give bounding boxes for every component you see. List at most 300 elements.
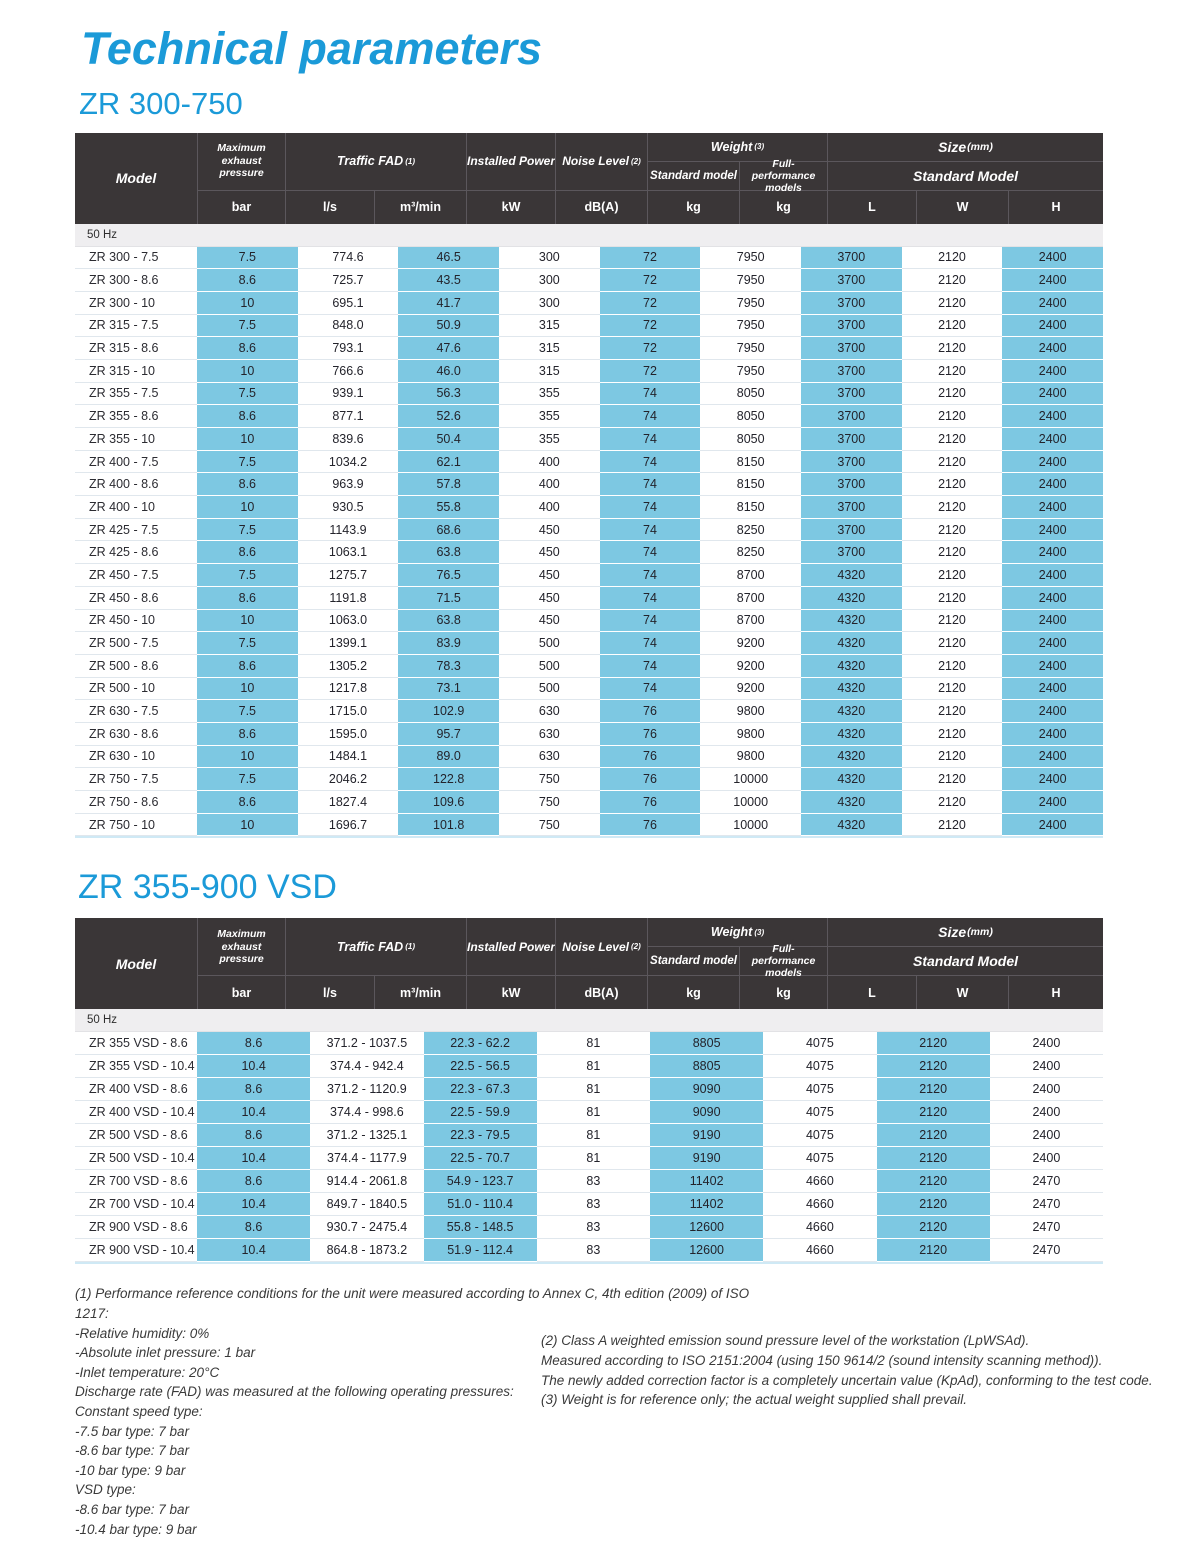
unit-width: W [916,976,1008,1009]
value-cell: 51.9 - 112.4 [424,1239,537,1262]
value-cell: 400 [499,473,600,496]
table-zr-355-900-vsd [75,918,1103,1264]
value-cell: 2120 [902,814,1003,837]
value-cell: 8.6 [197,723,298,746]
footnote-line: Constant speed type: [75,1403,203,1419]
table-row [75,564,1103,587]
value-cell: 2400 [1002,451,1103,474]
value-cell: 8805 [650,1032,763,1055]
value-cell: 43.5 [398,269,499,292]
value-cell: 2400 [1002,496,1103,519]
model-cell: ZR 355 VSD - 10.4 [75,1055,197,1078]
value-cell: 3700 [801,428,902,451]
value-cell: 10 [197,428,298,451]
value-cell: 7950 [700,337,801,360]
model-cell: ZR 355 VSD - 8.6 [75,1032,197,1055]
value-cell: 300 [499,269,600,292]
value-cell: 2400 [990,1101,1103,1124]
footnotes-right [541,1331,1166,1409]
header-installed-power: Installed Power [466,918,555,976]
value-cell: 74 [600,564,701,587]
value-cell: 1696.7 [298,814,399,837]
value-cell: 630 [499,746,600,769]
value-cell: 8250 [700,541,801,564]
value-cell: 76 [600,700,701,723]
value-cell: 2120 [902,405,1003,428]
table-body-zr-355-900-vsd [75,1032,1103,1264]
value-cell: 22.5 - 70.7 [424,1147,537,1170]
table-row [75,791,1103,814]
table-row [75,541,1103,564]
footnote-line: -7.5 bar type: 7 bar [75,1423,190,1439]
value-cell: 7950 [700,247,801,270]
header-size: Size (mm) [827,133,1103,162]
footnote-line: -Inlet temperature: 20°C [75,1364,220,1380]
value-cell: 2120 [877,1216,990,1239]
table-row [75,632,1103,655]
value-cell: 1595.0 [298,723,399,746]
value-cell: 1217.8 [298,678,399,701]
value-cell: 374.4 - 998.6 [310,1101,423,1124]
header-weight-standard-model: Standard model [647,947,739,976]
value-cell: 7.5 [197,247,298,270]
value-cell: 4320 [801,632,902,655]
footnote-line: Discharge rate (FAD) was measured at the following operating pressures: [75,1384,514,1400]
value-cell: 793.1 [298,337,399,360]
value-cell: 8.6 [197,655,298,678]
header-noise-level: Noise Level (2) [555,133,647,191]
value-cell: 300 [499,292,600,315]
value-cell: 57.8 [398,473,499,496]
value-cell: 10.4 [197,1147,310,1170]
value-cell: 450 [499,587,600,610]
value-cell: 74 [600,610,701,633]
value-cell: 315 [499,315,600,338]
value-cell: 3700 [801,496,902,519]
model-cell: ZR 630 - 7.5 [75,700,197,723]
value-cell: 2400 [1002,746,1103,769]
table-row [75,1055,1103,1078]
value-cell: 101.8 [398,814,499,837]
value-cell: 51.0 - 110.4 [424,1193,537,1216]
value-cell: 3700 [801,315,902,338]
model-cell: ZR 700 VSD - 8.6 [75,1170,197,1193]
unit-kg-full: kg [739,191,827,224]
value-cell: 7950 [700,269,801,292]
table-row [75,1193,1103,1216]
value-cell: 11402 [650,1170,763,1193]
unit-m3min: m³/min [374,976,466,1009]
value-cell: 10000 [700,814,801,837]
value-cell: 8.6 [197,1124,310,1147]
value-cell: 10 [197,496,298,519]
value-cell: 22.3 - 79.5 [424,1124,537,1147]
header-size-standard-model: Standard Model [827,947,1103,976]
footnote-line: (3) Weight is for reference only; the actual weight supplied shall prevail. [541,1392,967,1408]
frequency-band [75,224,1103,247]
footnote-ref-1: (1) [405,942,415,952]
table-row [75,746,1103,769]
footnote-ref-3: (3) [754,927,765,937]
value-cell: 12600 [650,1239,763,1262]
footnote-ref-1: (1) [405,156,415,166]
value-cell: 3700 [801,337,902,360]
unit-bar: bar [197,976,285,1009]
value-cell: 4660 [763,1216,876,1239]
value-cell: 1305.2 [298,655,399,678]
value-cell: 83 [537,1239,650,1262]
value-cell: 102.9 [398,700,499,723]
value-cell: 10000 [700,768,801,791]
header-model: Model [115,955,157,972]
value-cell: 46.0 [398,360,499,383]
value-cell: 56.3 [398,383,499,406]
value-cell: 9090 [650,1078,763,1101]
value-cell: 877.1 [298,405,399,428]
value-cell: 8.6 [197,337,298,360]
value-cell: 2120 [902,428,1003,451]
value-cell: 7.5 [197,768,298,791]
value-cell: 930.5 [298,496,399,519]
value-cell: 4075 [763,1147,876,1170]
value-cell: 95.7 [398,723,499,746]
value-cell: 2400 [1002,655,1103,678]
unit-kg-full: kg [739,976,827,1009]
table-row [75,723,1103,746]
value-cell: 74 [600,405,701,428]
value-cell: 1484.1 [298,746,399,769]
value-cell: 11402 [650,1193,763,1216]
value-cell: 963.9 [298,473,399,496]
value-cell: 81 [537,1078,650,1101]
value-cell: 76 [600,768,701,791]
value-cell: 2400 [990,1147,1103,1170]
value-cell: 8.6 [197,587,298,610]
value-cell: 7.5 [197,451,298,474]
model-cell: ZR 500 - 7.5 [75,632,197,655]
footnotes-left [75,1284,765,1539]
unit-kg-standard: kg [647,191,739,224]
value-cell: 4075 [763,1078,876,1101]
header-max-exhaust-pressure: Maximum exhaust pressure [197,133,285,191]
section-title-zr-355-900-vsd: ZR 355-900 VSD [78,868,337,907]
value-cell: 9800 [700,723,801,746]
value-cell: 371.2 - 1037.5 [310,1032,423,1055]
value-cell: 1191.8 [298,587,399,610]
header-traffic-fad: Traffic FAD (1) [285,133,466,191]
value-cell: 109.6 [398,791,499,814]
value-cell: 54.9 - 123.7 [424,1170,537,1193]
value-cell: 2400 [1002,814,1103,837]
unit-length: L [827,976,916,1009]
table-row [75,1032,1103,1055]
model-cell: ZR 400 - 8.6 [75,473,197,496]
unit-dba: dB(A) [555,976,647,1009]
unit-kg-standard: kg [647,976,739,1009]
value-cell: 72 [600,269,701,292]
footnote-ref-2: (2) [630,156,641,166]
model-cell: ZR 750 - 10 [75,814,197,837]
table-row [75,1124,1103,1147]
value-cell: 371.2 - 1120.9 [310,1078,423,1101]
table-row [75,405,1103,428]
value-cell: 725.7 [298,269,399,292]
value-cell: 2120 [902,655,1003,678]
unit-m3min: m³/min [374,191,466,224]
header-max-exhaust-pressure: Maximum exhaust pressure [197,918,285,976]
unit-dba: dB(A) [555,191,647,224]
value-cell: 315 [499,337,600,360]
value-cell: 74 [600,451,701,474]
value-cell: 2400 [1002,269,1103,292]
unit-length: L [827,191,916,224]
value-cell: 400 [499,451,600,474]
footnotes [75,1284,1153,1539]
value-cell: 4320 [801,678,902,701]
value-cell: 2400 [990,1055,1103,1078]
value-cell: 2120 [877,1193,990,1216]
value-cell: 22.3 - 67.3 [424,1078,537,1101]
value-cell: 2400 [1002,791,1103,814]
value-cell: 63.8 [398,541,499,564]
header-weight-full-performance: Full-performance models [739,947,827,976]
value-cell: 2120 [877,1032,990,1055]
model-cell: ZR 630 - 10 [75,746,197,769]
footnote-line: -8.6 bar type: 7 bar [75,1443,190,1459]
value-cell: 500 [499,632,600,655]
value-cell: 1143.9 [298,519,399,542]
value-cell: 76 [600,723,701,746]
value-cell: 22.3 - 62.2 [424,1032,537,1055]
value-cell: 450 [499,541,600,564]
table-row [75,1216,1103,1239]
table-row [75,587,1103,610]
value-cell: 2120 [902,564,1003,587]
model-cell: ZR 500 - 10 [75,678,197,701]
header-weight-full-performance: Full-performance models [739,162,827,191]
value-cell: 2400 [1002,405,1103,428]
model-cell: ZR 425 - 7.5 [75,519,197,542]
value-cell: 8.6 [197,1032,310,1055]
table-row [75,337,1103,360]
value-cell: 864.8 - 1873.2 [310,1239,423,1262]
value-cell: 50.9 [398,315,499,338]
value-cell: 630 [499,723,600,746]
value-cell: 8250 [700,519,801,542]
value-cell: 8700 [700,610,801,633]
value-cell: 8050 [700,383,801,406]
value-cell: 72 [600,292,701,315]
value-cell: 2470 [990,1216,1103,1239]
value-cell: 4320 [801,768,902,791]
model-cell: ZR 750 - 8.6 [75,791,197,814]
value-cell: 3700 [801,541,902,564]
value-cell: 76.5 [398,564,499,587]
value-cell: 41.7 [398,292,499,315]
value-cell: 2120 [877,1147,990,1170]
footnote-line: -10.4 bar type: 9 bar [75,1521,197,1537]
value-cell: 2470 [990,1170,1103,1193]
value-cell: 4320 [801,610,902,633]
value-cell: 766.6 [298,360,399,383]
value-cell: 2470 [990,1239,1103,1262]
value-cell: 83 [537,1193,650,1216]
value-cell: 8700 [700,587,801,610]
value-cell: 1275.7 [298,564,399,587]
value-cell: 3700 [801,519,902,542]
value-cell: 4320 [801,564,902,587]
frequency-band-label: 50 Hz [87,228,118,241]
value-cell: 2120 [902,473,1003,496]
value-cell: 89.0 [398,746,499,769]
value-cell: 8.6 [197,1170,310,1193]
header-size-standard-model: Standard Model [827,162,1103,191]
value-cell: 2400 [1002,678,1103,701]
value-cell: 7.5 [197,700,298,723]
table-row [75,247,1103,270]
value-cell: 300 [499,247,600,270]
model-cell: ZR 450 - 8.6 [75,587,197,610]
value-cell: 10000 [700,791,801,814]
value-cell: 2400 [990,1124,1103,1147]
footnote-line: -Absolute inlet pressure: 1 bar [75,1345,256,1361]
model-cell: ZR 400 - 10 [75,496,197,519]
value-cell: 355 [499,383,600,406]
model-cell: ZR 400 VSD - 8.6 [75,1078,197,1101]
value-cell: 9200 [700,678,801,701]
unit-height: H [1008,976,1103,1009]
section-title-zr-300-750: ZR 300-750 [79,85,243,121]
value-cell: 50.4 [398,428,499,451]
value-cell: 72 [600,337,701,360]
value-cell: 2120 [902,632,1003,655]
value-cell: 839.6 [298,428,399,451]
value-cell: 7.5 [197,564,298,587]
value-cell: 2400 [1002,315,1103,338]
value-cell: 74 [600,473,701,496]
value-cell: 1063.0 [298,610,399,633]
value-cell: 3700 [801,383,902,406]
value-cell: 1399.1 [298,632,399,655]
model-cell: ZR 450 - 10 [75,610,197,633]
value-cell: 2470 [990,1193,1103,1216]
value-cell: 76 [600,746,701,769]
model-cell: ZR 355 - 10 [75,428,197,451]
table-row [75,292,1103,315]
model-cell: ZR 500 - 8.6 [75,655,197,678]
value-cell: 2120 [877,1101,990,1124]
model-cell: ZR 300 - 10 [75,292,197,315]
value-cell: 74 [600,519,701,542]
value-cell: 2400 [1002,564,1103,587]
value-cell: 2120 [877,1055,990,1078]
value-cell: 72 [600,360,701,383]
value-cell: 8050 [700,428,801,451]
footnote-line: VSD type: [75,1482,136,1498]
model-cell: ZR 300 - 8.6 [75,269,197,292]
value-cell: 2400 [1002,247,1103,270]
value-cell: 10 [197,292,298,315]
model-cell: ZR 500 VSD - 10.4 [75,1147,197,1170]
value-cell: 7.5 [197,383,298,406]
model-cell: ZR 750 - 7.5 [75,768,197,791]
value-cell: 3700 [801,269,902,292]
value-cell: 10 [197,610,298,633]
table-row [75,655,1103,678]
table-header [75,918,1103,1009]
value-cell: 2120 [902,587,1003,610]
value-cell: 2120 [902,610,1003,633]
value-cell: 3700 [801,405,902,428]
table-row [75,360,1103,383]
value-cell: 1034.2 [298,451,399,474]
value-cell: 8.6 [197,1216,310,1239]
model-cell: ZR 355 - 8.6 [75,405,197,428]
value-cell: 7.5 [197,315,298,338]
header-traffic-fad: Traffic FAD (1) [285,918,466,976]
value-cell: 2120 [902,269,1003,292]
value-cell: 2120 [877,1170,990,1193]
value-cell: 76 [600,791,701,814]
value-cell: 4660 [763,1193,876,1216]
value-cell: 2120 [902,383,1003,406]
unit-ls: l/s [285,976,374,1009]
model-cell: ZR 355 - 7.5 [75,383,197,406]
value-cell: 2400 [1002,723,1103,746]
header-weight-standard-model: Standard model [647,162,739,191]
value-cell: 83 [537,1216,650,1239]
table-row [75,768,1103,791]
value-cell: 8.6 [197,473,298,496]
table-row [75,383,1103,406]
value-cell: 4660 [763,1170,876,1193]
value-cell: 4320 [801,655,902,678]
value-cell: 81 [537,1101,650,1124]
unit-ls: l/s [285,191,374,224]
value-cell: 2120 [877,1124,990,1147]
value-cell: 55.8 - 148.5 [424,1216,537,1239]
value-cell: 3700 [801,451,902,474]
value-cell: 10.4 [197,1101,310,1124]
value-cell: 9200 [700,655,801,678]
model-cell: ZR 500 VSD - 8.6 [75,1124,197,1147]
value-cell: 2120 [902,678,1003,701]
value-cell: 12600 [650,1216,763,1239]
value-cell: 22.5 - 56.5 [424,1055,537,1078]
value-cell: 2400 [1002,700,1103,723]
model-cell: ZR 900 VSD - 8.6 [75,1216,197,1239]
value-cell: 74 [600,632,701,655]
value-cell: 9800 [700,700,801,723]
value-cell: 81 [537,1147,650,1170]
value-cell: 2120 [902,791,1003,814]
value-cell: 450 [499,564,600,587]
value-cell: 9190 [650,1124,763,1147]
size-unit-label: (mm) [967,140,993,153]
value-cell: 750 [499,814,600,837]
value-cell: 2120 [902,451,1003,474]
model-cell: ZR 315 - 8.6 [75,337,197,360]
value-cell: 8.6 [197,791,298,814]
value-cell: 4075 [763,1032,876,1055]
frequency-band-label: 50 Hz [87,1014,118,1027]
value-cell: 10 [197,360,298,383]
value-cell: 7.5 [197,519,298,542]
page-title: Technical parameters [81,23,543,74]
footnote-line: -Relative humidity: 0% [75,1325,210,1341]
footnote-line: -8.6 bar type: 7 bar [75,1501,190,1517]
model-cell: ZR 425 - 8.6 [75,541,197,564]
